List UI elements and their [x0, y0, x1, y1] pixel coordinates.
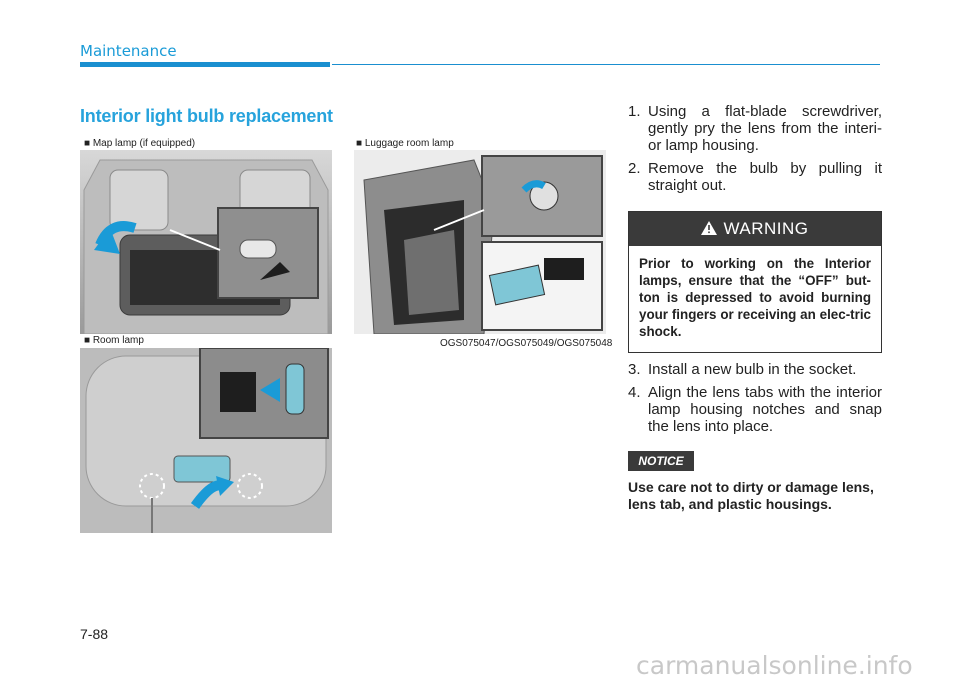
step-text: Remove the bulb by pulling it straight out. — [648, 160, 882, 194]
list-item — [628, 103, 882, 154]
map-lamp-caption: ■ Map lamp (if equipped) — [84, 138, 196, 149]
notice-tag: NOTICE — [628, 451, 694, 471]
luggage-lamp-photo — [354, 150, 606, 334]
warning-box — [628, 211, 882, 353]
section-title: Maintenance — [80, 42, 177, 60]
steps-part-a — [628, 103, 882, 200]
luggage-lamp-caption: ■ Luggage room lamp — [356, 138, 454, 149]
map-lamp-photo — [80, 150, 332, 334]
page-heading: Interior light bulb replacement — [80, 106, 333, 126]
warning-header — [629, 212, 881, 246]
step-text: Align the lens tabs with the interior lamp housing notches and snap the lens into place. — [648, 384, 882, 435]
warning-text: Prior to working on the Interior lamps, ensure that the “OFF” but-ton is depressed to avoid burning your fingers or receiving an elec-tric shock. — [639, 256, 871, 339]
room-lamp-caption: ■ Room lamp — [84, 335, 144, 346]
header-rule-thin — [332, 64, 880, 65]
watermark: carmanualsonline.info — [636, 651, 913, 680]
page-number: 7-88 — [80, 626, 109, 642]
warning-triangle-icon — [701, 213, 717, 247]
list-item — [628, 361, 882, 378]
room-lamp-photo — [80, 348, 332, 533]
header-rule-thick — [80, 62, 330, 67]
step-number: 2. — [628, 160, 641, 177]
step-number: 3. — [628, 361, 641, 378]
step-number: 1. — [628, 103, 641, 120]
steps-part-b — [628, 361, 882, 441]
step-number: 4. — [628, 384, 641, 401]
list-item — [628, 384, 882, 435]
notice-text: Use care not to dirty or damage lens, lens tab, and plastic housings. — [628, 479, 874, 512]
figure-code: OGS075047/OGS075049/OGS075048 — [440, 338, 613, 349]
list-item — [628, 160, 882, 194]
step-text: Using a flat-blade screwdriver, gently pry the lens from the interi-or lamp housing. — [648, 103, 882, 154]
step-text: Install a new bulb in the socket. — [648, 361, 857, 378]
warning-title: WARNING — [723, 219, 809, 238]
